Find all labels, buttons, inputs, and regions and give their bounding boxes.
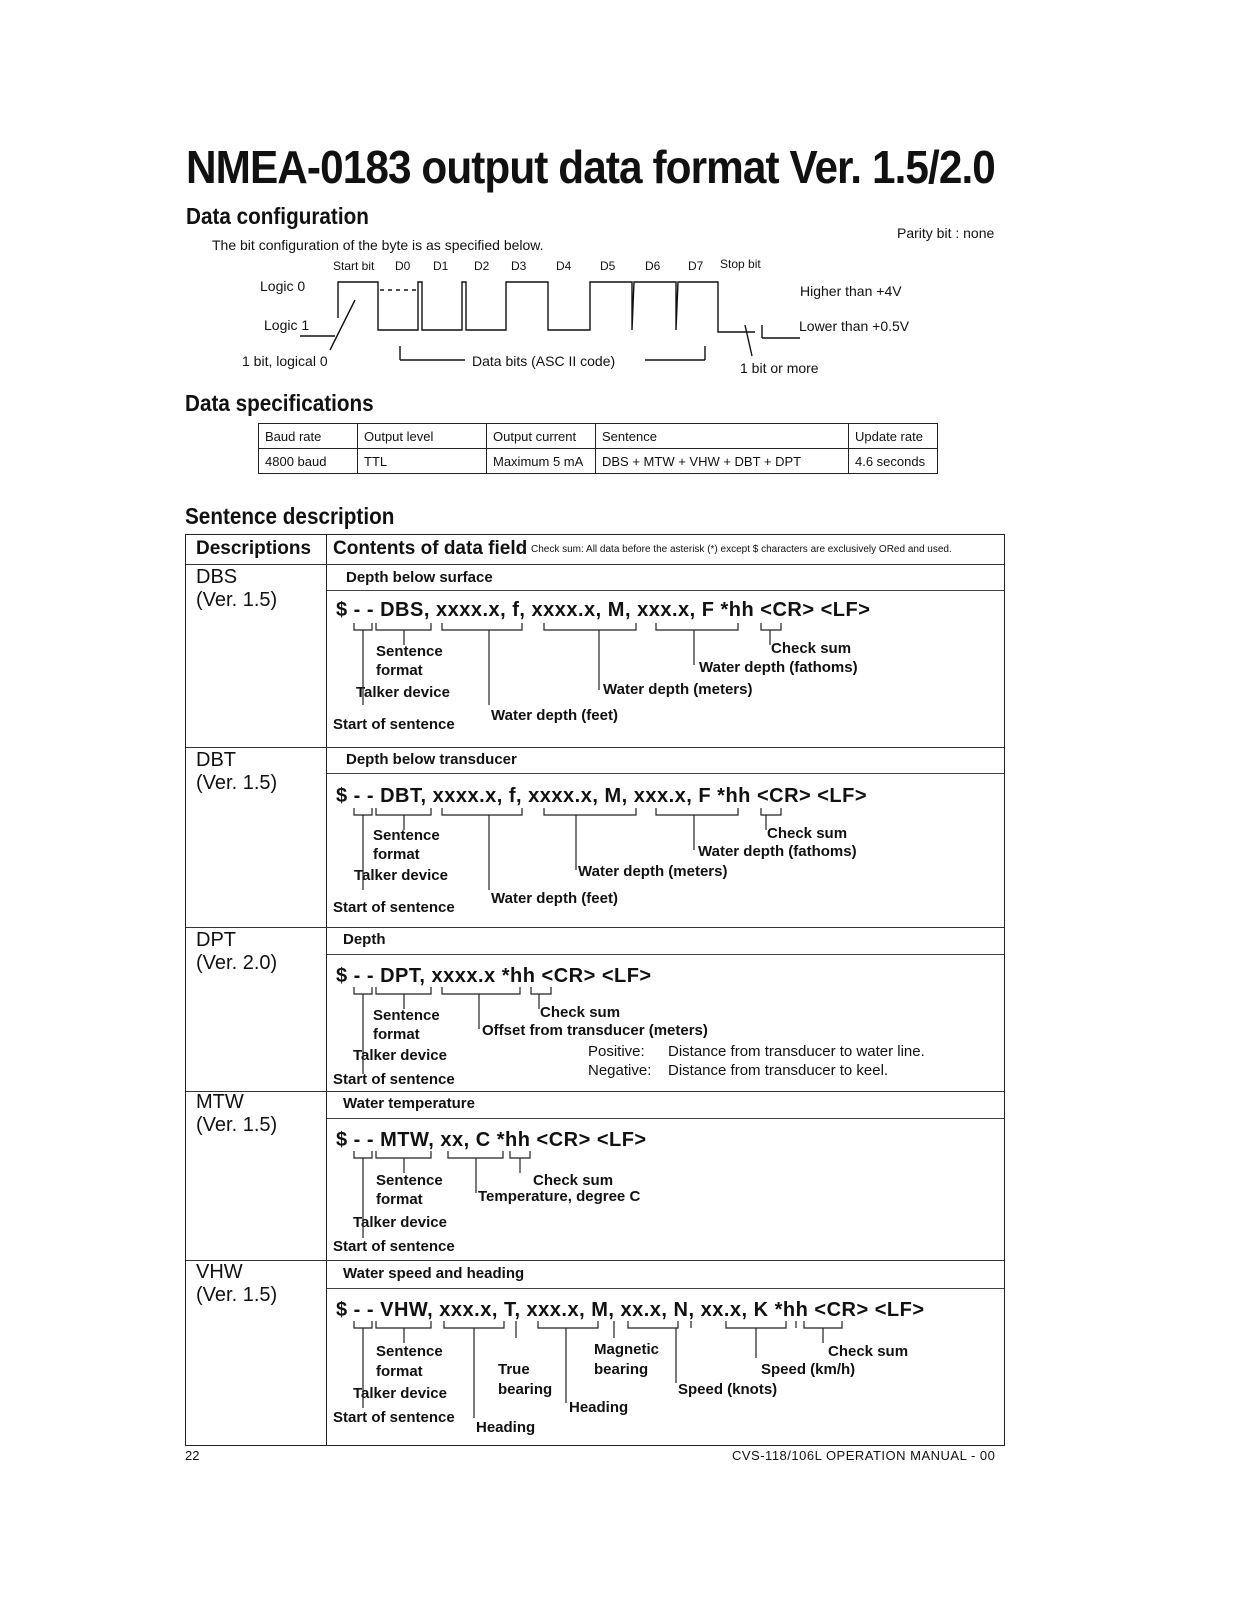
bit-label-d4: D4: [556, 259, 572, 273]
annotation: Heading: [476, 1419, 536, 1436]
annotation: Talker device: [353, 1214, 447, 1231]
table-header-cell: Sentence: [596, 424, 849, 449]
one-bit-logical-label: 1 bit, logical 0: [242, 353, 328, 369]
annotation: Start of sentence: [333, 1238, 455, 1255]
syntax-mtw: $ - - MTW, xx, C *hh <CR> <LF>: [336, 1129, 647, 1151]
annotation: Water depth (feet): [491, 890, 618, 907]
annotation: bearing: [498, 1381, 553, 1398]
annotation: Offset from transducer (meters): [482, 1022, 708, 1039]
row-subtitle-mtw: Water temperature: [343, 1095, 475, 1112]
annotation: Distance from transducer to keel.: [668, 1062, 889, 1079]
data-spec-table: [258, 423, 938, 474]
row-name-dpt: DPT: [196, 929, 236, 951]
subtitle-divider: [327, 1118, 1004, 1119]
table-cell: TTL: [358, 449, 487, 474]
row-version-mtw: (Ver. 1.5): [196, 1114, 278, 1136]
row-subtitle-vhw: Water speed and heading: [343, 1265, 525, 1282]
bit-waveform-diagram: [230, 250, 950, 390]
annotation: Sentence: [376, 1172, 443, 1189]
table-header-cell: Baud rate: [259, 424, 358, 449]
lower-label: Lower than +0.5V: [799, 318, 910, 334]
annotation: Check sum: [540, 1004, 621, 1021]
syntax-dbt: $ - - DBT, xxxx.x, f, xxxx.x, M, xxx.x, F *hh <CR> <LF>: [336, 785, 868, 807]
annotation: Sentence: [376, 643, 443, 660]
row-name-mtw: MTW: [196, 1091, 244, 1113]
table-header-cell: Update rate: [849, 424, 938, 449]
annotation: Sentence: [376, 1343, 443, 1360]
annotation: Speed (km/h): [761, 1361, 856, 1378]
annotation: Water depth (fathoms): [698, 843, 857, 860]
sentence-description-table: [185, 534, 1005, 1446]
annotation: Water depth (meters): [603, 681, 753, 698]
logic0-label: Logic 0: [260, 278, 306, 294]
bit-label-d6: D6: [645, 259, 661, 273]
annotation: Distance from transducer to water line.: [668, 1043, 925, 1060]
annotation: Talker device: [353, 1385, 447, 1402]
annotation: format: [376, 662, 423, 679]
annotation: Heading: [569, 1399, 629, 1416]
bit-label-d0: D0: [395, 259, 411, 273]
annotation: True: [498, 1361, 530, 1378]
subtitle-divider: [327, 1288, 1004, 1289]
row-divider: [186, 927, 1004, 928]
page-title: NMEA-0183 output data format Ver. 1.5/2.0: [186, 141, 995, 193]
col-descriptions-header: Descriptions: [196, 538, 312, 559]
page-number: 22: [185, 1448, 200, 1463]
subtitle-divider: [327, 773, 1004, 774]
annotation: Water depth (fathoms): [699, 659, 858, 676]
annotation: Check sum: [767, 825, 848, 842]
row-version-dbt: (Ver. 1.5): [196, 772, 278, 794]
annotation: Sentence: [373, 1007, 440, 1024]
annotation: Start of sentence: [333, 1071, 455, 1088]
row-divider: [186, 1091, 1004, 1092]
subtitle-divider: [327, 954, 1004, 955]
table-cell: 4800 baud: [259, 449, 358, 474]
syntax-dpt: $ - - DPT, xxxx.x *hh <CR> <LF>: [336, 965, 652, 987]
start-bit-label: Start bit: [333, 259, 375, 273]
annotation: Water depth (meters): [578, 863, 728, 880]
annotation: format: [376, 1363, 423, 1380]
table-cell: DBS + MTW + VHW + DBT + DPT: [596, 449, 849, 474]
sentence-desc-heading: Sentence description: [185, 503, 395, 529]
annotation: format: [373, 1026, 420, 1043]
data-config-heading: Data configuration: [186, 203, 369, 229]
annotation: Start of sentence: [333, 1409, 455, 1426]
bit-label-d1: D1: [433, 259, 449, 273]
row-name-vhw: VHW: [196, 1261, 243, 1283]
row-subtitle-dpt: Depth: [343, 931, 386, 948]
row-name-dbt: DBT: [196, 749, 236, 771]
table-header-cell: Output level: [358, 424, 487, 449]
annotation: Talker device: [356, 684, 450, 701]
annotation: Negative:: [588, 1062, 652, 1079]
header-divider: [186, 564, 1004, 565]
annotation: Check sum: [533, 1172, 614, 1189]
bit-label-d2: D2: [474, 259, 490, 273]
column-divider: [326, 535, 327, 1445]
annotation: Temperature, degree C: [478, 1188, 641, 1205]
bit-label-d7: D7: [688, 259, 704, 273]
annotation: bearing: [594, 1361, 649, 1378]
row-subtitle-dbs: Depth below surface: [346, 569, 493, 586]
higher-label: Higher than +4V: [800, 283, 902, 299]
annotation: Check sum: [828, 1343, 909, 1360]
row-version-dbs: (Ver. 1.5): [196, 589, 278, 611]
annotation: Speed (knots): [678, 1381, 778, 1398]
table-cell: 4.6 seconds: [849, 449, 938, 474]
syntax-dbs: $ - - DBS, xxxx.x, f, xxxx.x, M, xxx.x, F *hh <CR> <LF>: [336, 599, 871, 621]
table-cell: Maximum 5 mA: [487, 449, 596, 474]
bit-label-d5: D5: [600, 259, 616, 273]
row-name-dbs: DBS: [196, 566, 238, 588]
stop-bit-label: Stop bit: [720, 257, 761, 271]
checksum-note: Check sum: All data before the asterisk (*) except $ characters are exclusively ORed and used.: [531, 544, 952, 555]
footer-manual-title: CVS-118/106L OPERATION MANUAL - 00: [732, 1448, 996, 1463]
table-header-row: [259, 424, 938, 449]
annotation: Magnetic: [594, 1341, 660, 1358]
row-version-vhw: (Ver. 1.5): [196, 1284, 278, 1306]
annotation: Check sum: [771, 640, 852, 657]
row-divider: [186, 747, 1004, 748]
parity-label: Parity bit : none: [897, 225, 995, 241]
data-bits-label: Data bits (ASC II code): [472, 353, 616, 369]
annotation: Water depth (feet): [491, 707, 618, 724]
table-header-cell: Output current: [487, 424, 596, 449]
annotation: Positive:: [588, 1043, 645, 1060]
row-subtitle-dbt: Depth below transducer: [346, 751, 517, 768]
annotation: format: [373, 846, 420, 863]
logic1-label: Logic 1: [264, 317, 310, 333]
data-spec-heading: Data specifications: [185, 390, 374, 416]
syntax-vhw: $ - - VHW, xxx.x, T, xxx.x, M, xx.x, N, xx.x, K *hh <CR> <LF>: [336, 1299, 925, 1321]
annotation: Start of sentence: [333, 716, 455, 733]
col-contents-header: Contents of data field: [333, 538, 528, 559]
one-bit-more-label: 1 bit or more: [740, 360, 819, 376]
annotation: Talker device: [354, 867, 448, 884]
annotation: Start of sentence: [333, 899, 455, 916]
annotation: format: [376, 1191, 423, 1208]
annotation: Sentence: [373, 827, 440, 844]
row-divider: [186, 1260, 1004, 1261]
subtitle-divider: [327, 590, 1004, 591]
bit-label-d3: D3: [511, 259, 527, 273]
bit-config-intro: The bit configuration of the byte is as specified below.: [212, 237, 544, 253]
row-version-dpt: (Ver. 2.0): [196, 952, 278, 974]
annotation: Talker device: [353, 1047, 447, 1064]
table-row: [259, 449, 938, 474]
